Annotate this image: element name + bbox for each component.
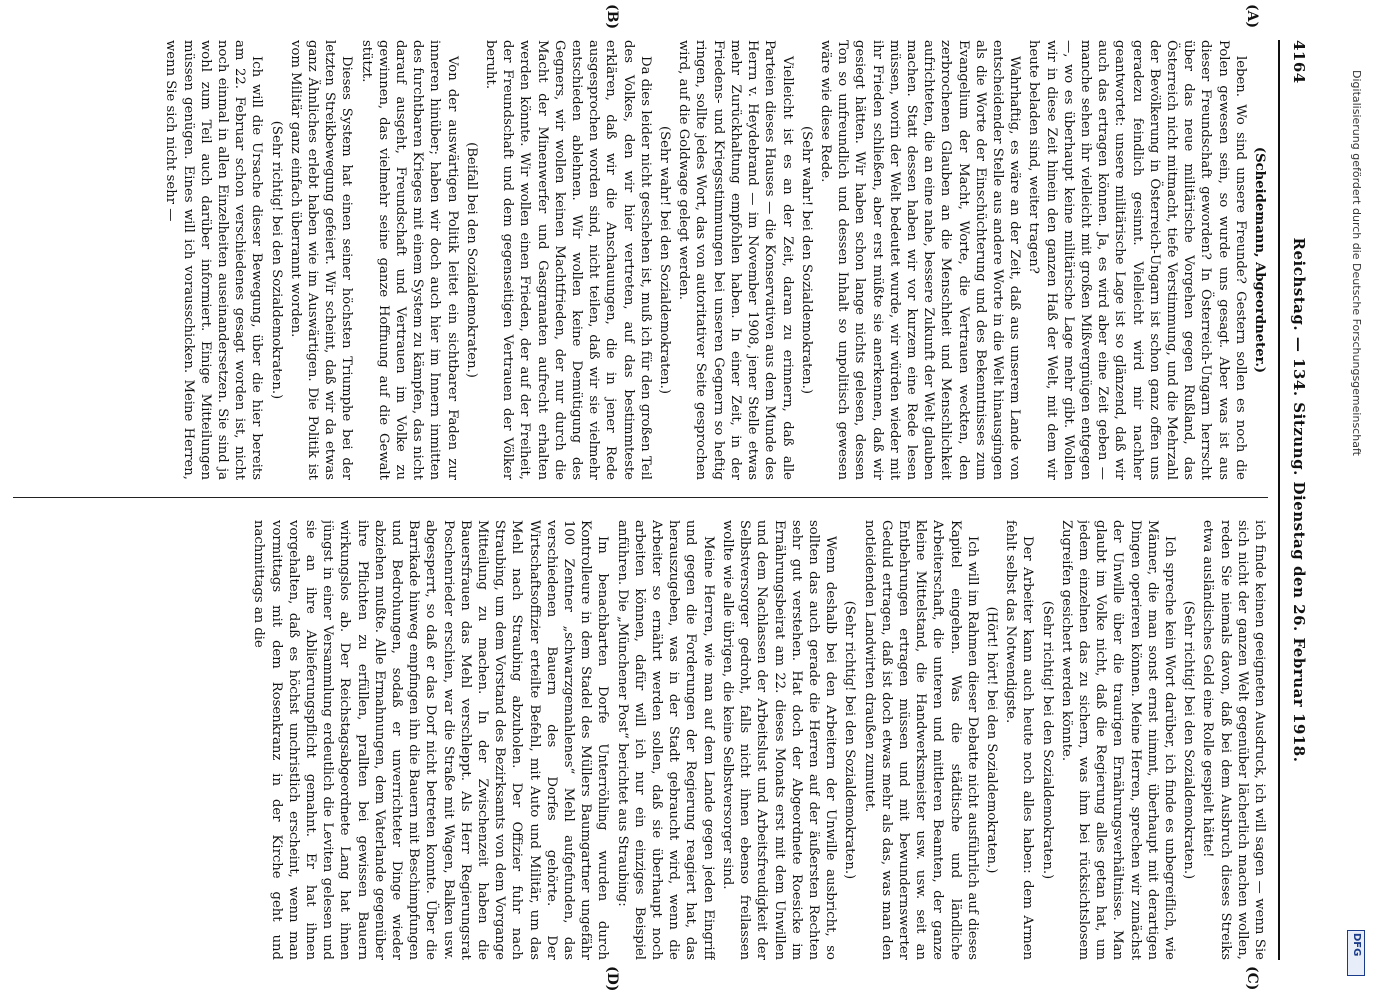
interjection: (Sehr wahr! bei den Sozialdemokraten.) [798,126,814,394]
left-text-column [13,40,1268,480]
paragraph: Ich spreche kein Wort darüber, ich finde es unbegreiflich, wie Männer, die man sonst ernst nimmt, überhaupt mit derartigen Dingen operieren können. Meine Herren, sprechen wir zunächst der Unwille über die traurigen Ernährungsverhältnisse. Man glaubt im Volke nicht, daß die Regierung alles getan hat, um jedem einzelnen das zu sichern, was ihm bei rücksichtslosem Zugreifen gesichert werden könnte. [1058,520,1177,960]
column-divider [13,497,1268,498]
paragraph: Wahrhaftig, es wäre an der Zeit, daß aus unserem Lande von entscheidender Stelle aus andere Worte in die Welt hinausgingen als die Worte der Einschüchterung und des Bekenntnisses zum Evangelium der Macht, Worte, die Vertrauen weckten, den zerbrochenen Glauben an die Menschheit und Menschlichkeit aufrichteten, die an eine nahe, bessere Zukunft der Welt glauben machen. Statt dessen haben wir vor kurzem eine Rede lesen müssen, worin der Welt bedeutet wurde, wir würden wieder mit ihr Frieden schließen, aber erst müßte sie anerkennen, daß wir gesiegt hätten. Wir haben schon lange nichts gelesen, dessen Ton so unfreundlich und dessen Inhalt so unpolitisch gewesen wäre wie diese Rede. [817,40,1023,480]
paragraph: Dieses System hat einen seiner höchsten Triumphe bei der letzten Streikbewegung gefeiert. Wir scheint, daß wir da etwas ganz Ähnliches erlebt haben wie im Auswärtigen. Die Politik ist vom Militär ganz einfach überrannt worden. [287,40,355,480]
right-text-column [13,520,1268,960]
dfg-logo [1347,930,1365,976]
speaker-line: (Scheidemann, Abgeordneter.) [1252,146,1267,374]
margin-marker-b: (B) [604,4,620,30]
interjection: (Sehr wahr! bei den Sozialdemokraten.) [657,126,673,394]
paragraph: Ich will im Rahmen dieser Debatte nicht ausführlich auf dieses Kapitel eingehen. Was die städtische und ländliche Arbeiterschaft, die unteren und mittleren Beamten, der ganze kleine Mittelstand, die Handwerksmeister usw. usw. seit an Entbehrungen ertragen müssen und mit bewundernswerter Geduld ertragen, daß ist doch etwas mehr als das, was man den notleidenden Landwirten draußen zumutet. [861,520,980,960]
running-title: Reichstag. — 134. Sitzung. Dienstag den 26. Februar 1918. [1290,237,1308,763]
page-header [1282,40,1312,960]
interjection: (Beifall bei den Sozialdemokraten.) [463,142,479,378]
paragraph: ich finde keinen geeigneten Ausdruck, ich will sagen — wenn Sie sich nicht der ganzen Welt gegenüber lächerlich machen wollen, reden Sie niemals davon, daß bei dem Ausbruch dieses Streiks etwa ausländisches Geld eine Rolle gespielt hätte! [1200,520,1267,960]
paragraph: Von der auswärtigen Politik leitet ein sichtbarer Faden zur inneren hinüber; haben wir doch auch hier im Innern inmitten des furchtbaren Krieges mit einem System zu kämpfen, das nicht darauf ausgeht, Freundschaft und Vertrauen im Volke zu gewinnen, das vielmehr seine ganze Hoffnung auf die Gewalt stützt. [358,40,460,480]
page-number: 4164 [1290,40,1308,84]
interjection: (Sehr richtig! bei den Sozialdemokraten.) [268,120,284,400]
interjection: (Sehr richtig! bei den Sozialdemokraten.) [1181,600,1197,880]
paragraph: Ich will die Ursache dieser Bewegung, über die hier bereits am 22. Februar schon verschiedenes gesagt worden ist, nicht noch einmal in allen Einzelheiten auseinandersetzen. Sie sind ja wohl zum Teil auch darüber informiert. Einige Mitteilungen müssen genügen. Eines will ich vorausschicken. Meine Herren, wenn Sie sich nicht sehr — [163,40,265,480]
margin-marker-d: (D) [604,966,620,992]
paragraph: Wenn deshalb bei den Arbeitern der Unwille ausbricht, so sollten das auch gerade die Herren auf der äußersten Rechten sehr gut verstehen. Hat doch der Abgeordnete Roesicke im Ernährungsbeirat am 22. dieses Monats erst mit dem Unwillen und dem Nachlassen der Arbeitslust und Arbeitsfreudigkeit der Selbstversorger gedroht, falls nicht ihnen ebenso freilassen wollte wie alle übrigen, die keine Selbstversorger sind. [719,520,839,960]
interjection: (Hört! hört! bei den Sozialdemokraten.) [983,606,999,874]
paragraph: Da dies leider nicht geschehen ist, muß ich für den großen Teil des Volkes, den wir hier vertreten, auf das bestimmteste erklären, daß wir die Anschauungen, die in jener Rede ausgesprochen worden sind, nicht teilen, daß wir sie vielmehr entschieden ablehnen. Wir wollen keine Demütigung des Gegners, wir wollen keinen Machtfrieden, der nur durch die Macht der Minenwerfer und Gasgranaten aufrecht erhalten werden könnte. Wir wollen einen Frieden, der auf der Freiheit, der Freundschaft und dem gegenseitigen Vertrauen der Völker beruht. [483,40,653,480]
margin-marker-a: (A) [1244,4,1260,29]
paragraph: Vielleicht ist es an der Zeit, daran zu erinnern, daß alle Parteien dieses Hauses — die Konservativen aus dem Munde des Herrn v. Heydebrand — im November 1908, jener Stelle etwas mehr Zurückhaltung empfohlen haben. In einer Zeit, in der Friedens- und Kriegsstimmungen bei unseren Gegnern so heftig ringen, sollte jedes Wort, das von autoritativer Seite gesprochen wird, auf die Goldwage gelegt werden. [676,40,795,480]
header-rule [1278,40,1280,960]
interjection: (Sehr richtig! bei den Sozialdemokraten.) [842,600,858,880]
digitization-note: Digitalisierung gefördert durch die Deutsche Forschungsgemeinschaft [1350,70,1363,456]
paragraph: Der Arbeiter kann auch heute noch alles haben: dem Armen fehlt selbst das Notwendigste. [1003,520,1036,960]
digitization-footer [1345,70,1365,970]
paragraph: Meine Herren, wie man auf dem Lande gegen jeden Eingriff und gegen die Forderungen der Regierung reagiert hat, das herauszugeben, was in der Stadt gebraucht wird, wenn die Arbeiter so ernährt werden sollen, daß sie überhaupt noch arbeiten können, dafür will ich nur ein einziges Beispiel anführen. Die „Münchener Post“ berichtet aus Straubing: [614,520,716,960]
paragraph: leben. Wo sind unsere Freunde? Gestern sollen es noch die Polen gewesen sein, so wurde uns gesagt. Aber was ist aus dieser Freundschaft geworden? In Österreich-Ungarn herrscht über das neue militärische Vorgehen gegen Rußland, das Österreich nicht mitmacht, tiefe Verstimmung, und die Mehrzahl der Bevölkerung in Österreich-Ungarn ist schon ganz offen uns geradezu feindlich gesinnt. Vielleicht wird mir nachher geantwortet: unsere militärische Lage ist so glänzend, daß wir auch das ertragen können. Ja, es wird aber eine Zeit geben — manche sehen ihr vielleicht mit großen Mißvergnügen entgegen —, wo es überhaupt keine militärische Lage mehr gibt. Wollen wir in diese Zeit hinein den ganzen Haß der Welt, mit dem wir heute beladen sind, weiter tragen? [1026,40,1248,480]
interjection: (Sehr richtig! bei den Sozialdemokraten.) [1039,600,1055,880]
quoted-report: Im benachbarten Dorfe Unterröhling wurden durch Kontrolleure in dem Stadel des Müllers Baumgartner ungefähr 100 Zentner „schwarzgemahlenes“ Mehl aufgefunden, das verschiedenen Bauern des Dorfes gehörte. Der Wirtschaftsoffizier erteilte Befehl, mit Auto und Militär, um das Mehl nach Straubing abzuholen. Der Offizier fuhr nach Straubing, um dem Vorstand des Bezirksamts von dem Vorgange Mitteilung zu machen. In der Zwischenzeit haben die Bauersfrauen das Mehl verschleppt. Als Herr Regierungsrat Poschenrieder erschien, war die Straße mit Wagen, Balken usw. abgesperrt, so daß er das Dorf nicht betreten konnte. Über die Barrikade hinweg empfingen ihn die Bauern mit Beschimpfungen und Bedrohungen, sodaß er unverrichteter Dinge wieder abziehen mußte. Alle Ermahnungen, dem Vaterlande gegenüber ihre Pflichten zu erfüllen, prallten bei gewissen Bauern wirkungslos ab. Der Reichstagsabgeordnete Lang hat ihnen jüngst in einer Versammlung erdeutlich die Leviten gelesen und sie an ihre Ablieferungspflicht gemahnt. Er hat ihnen vorgehalten, daß es höchst unchristlich erscheint, wenn man vormittags mit dem Rosenkranz in der Kirche geht und nachmittags an die [251,520,611,960]
dfg-logo-text: DFG [1351,933,1362,957]
margin-marker-c: (C) [1244,966,1260,991]
